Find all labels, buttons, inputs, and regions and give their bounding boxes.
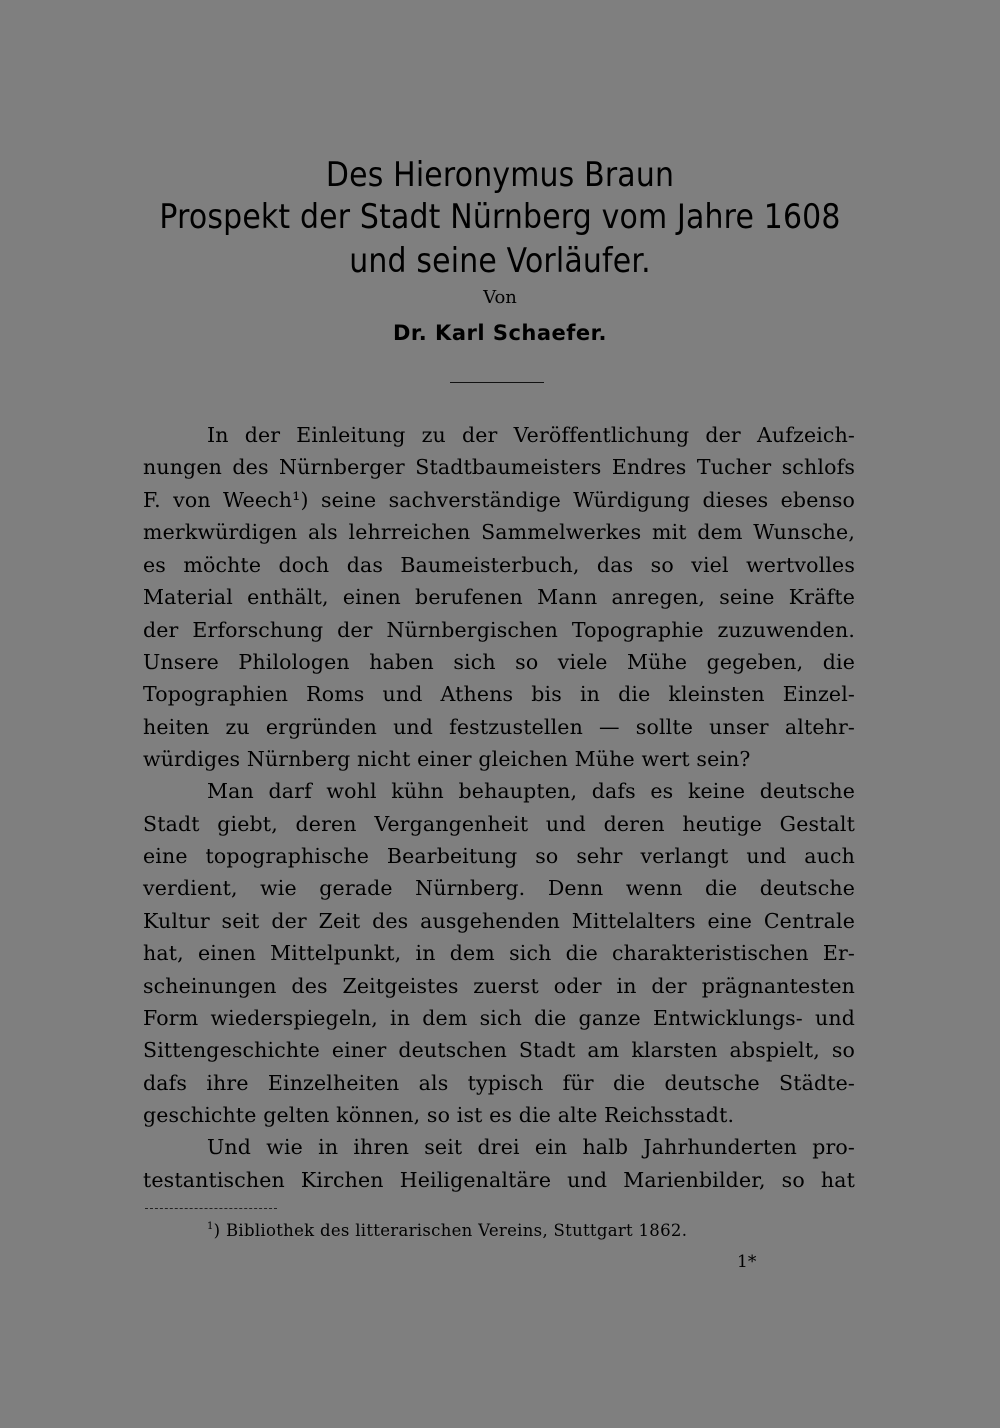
body-line: testantischen Kirchen Heiligenaltäre und Marienbilder, so hat [143,1168,855,1192]
body-line: Material enthält, einen berufenen Mann anregen, seine Kräfte [143,585,855,609]
body-line: heiten zu ergründen und festzustellen — sollte unser altehr- [143,715,855,739]
body-line: Man darf wohl kühn behaupten, dafs es keine deutsche [207,779,855,803]
by-line: Von [483,287,517,308]
body-line: scheinungen des Zeitgeistes zuerst oder in der prägnantesten [143,974,855,998]
footnote-text: ) Bibliothek des litterarischen Vereins, Stuttgart 1862. [213,1221,688,1240]
body-line: Sittengeschichte einer deutschen Stadt am klarsten abspielt, so [143,1038,855,1062]
body-line: Und wie in ihren seit drei ein halb Jahrhunderten pro- [207,1135,855,1159]
body-line: F. von Weech¹) seine sachverständige Würdigung dieses ebenso [143,488,855,512]
body-line: Kultur seit der Zeit des ausgehenden Mittelalters eine Centrale [143,909,855,933]
body-line: Stadt giebt, deren Vergangenheit und deren heutige Gestalt [143,812,855,836]
title-separator [450,382,544,383]
body-line: Form wiederspiegeln, in dem sich die ganze Entwicklungs- und [143,1006,855,1030]
body-line: merkwürdigen als lehrreichen Sammelwerkes mit dem Wunsche, [143,520,855,544]
title-line-3: und seine Vorläufer. [349,241,651,281]
body-line: nungen des Nürnberger Stadtbaumeisters Endres Tucher schlofs [143,455,855,479]
footnote-rule [145,1208,277,1209]
printer-signature: 1* [737,1252,757,1272]
body-line: hat, einen Mittelpunkt, in dem sich die charakteristischen Er- [143,941,855,965]
author-name: Dr. Karl Schaefer. [392,321,608,345]
footnote [207,1221,687,1240]
title-line-1: Des Hieronymus Braun [325,155,675,195]
body-line: der Erforschung der Nürnbergischen Topographie zuzuwenden. [143,618,855,642]
footnote-marker: 1 [207,1221,214,1232]
body-line: geschichte gelten können, so ist es die alte Reichsstadt. [143,1103,735,1127]
body-line: würdiges Nürnberg nicht einer gleichen Mühe wert sein? [143,747,751,771]
body-line: es möchte doch das Baumeisterbuch, das so viel wertvolles [143,553,855,577]
title-line-2: Prospekt der Stadt Nürnberg vom Jahre 1608 [159,197,841,237]
body-line: Topographien Roms und Athens bis in die kleinsten Einzel- [143,682,855,706]
body-line: In der Einleitung zu der Veröffentlichung der Aufzeich- [207,423,855,447]
body-line: verdient, wie gerade Nürnberg. Denn wenn die deutsche [143,876,855,900]
body-line: eine topographische Bearbeitung so sehr verlangt und auch [143,844,855,868]
body-line: Unsere Philologen haben sich so viele Mühe gegeben, die [143,650,855,674]
body-line: dafs ihre Einzelheiten als typisch für die deutsche Städte- [143,1071,855,1095]
